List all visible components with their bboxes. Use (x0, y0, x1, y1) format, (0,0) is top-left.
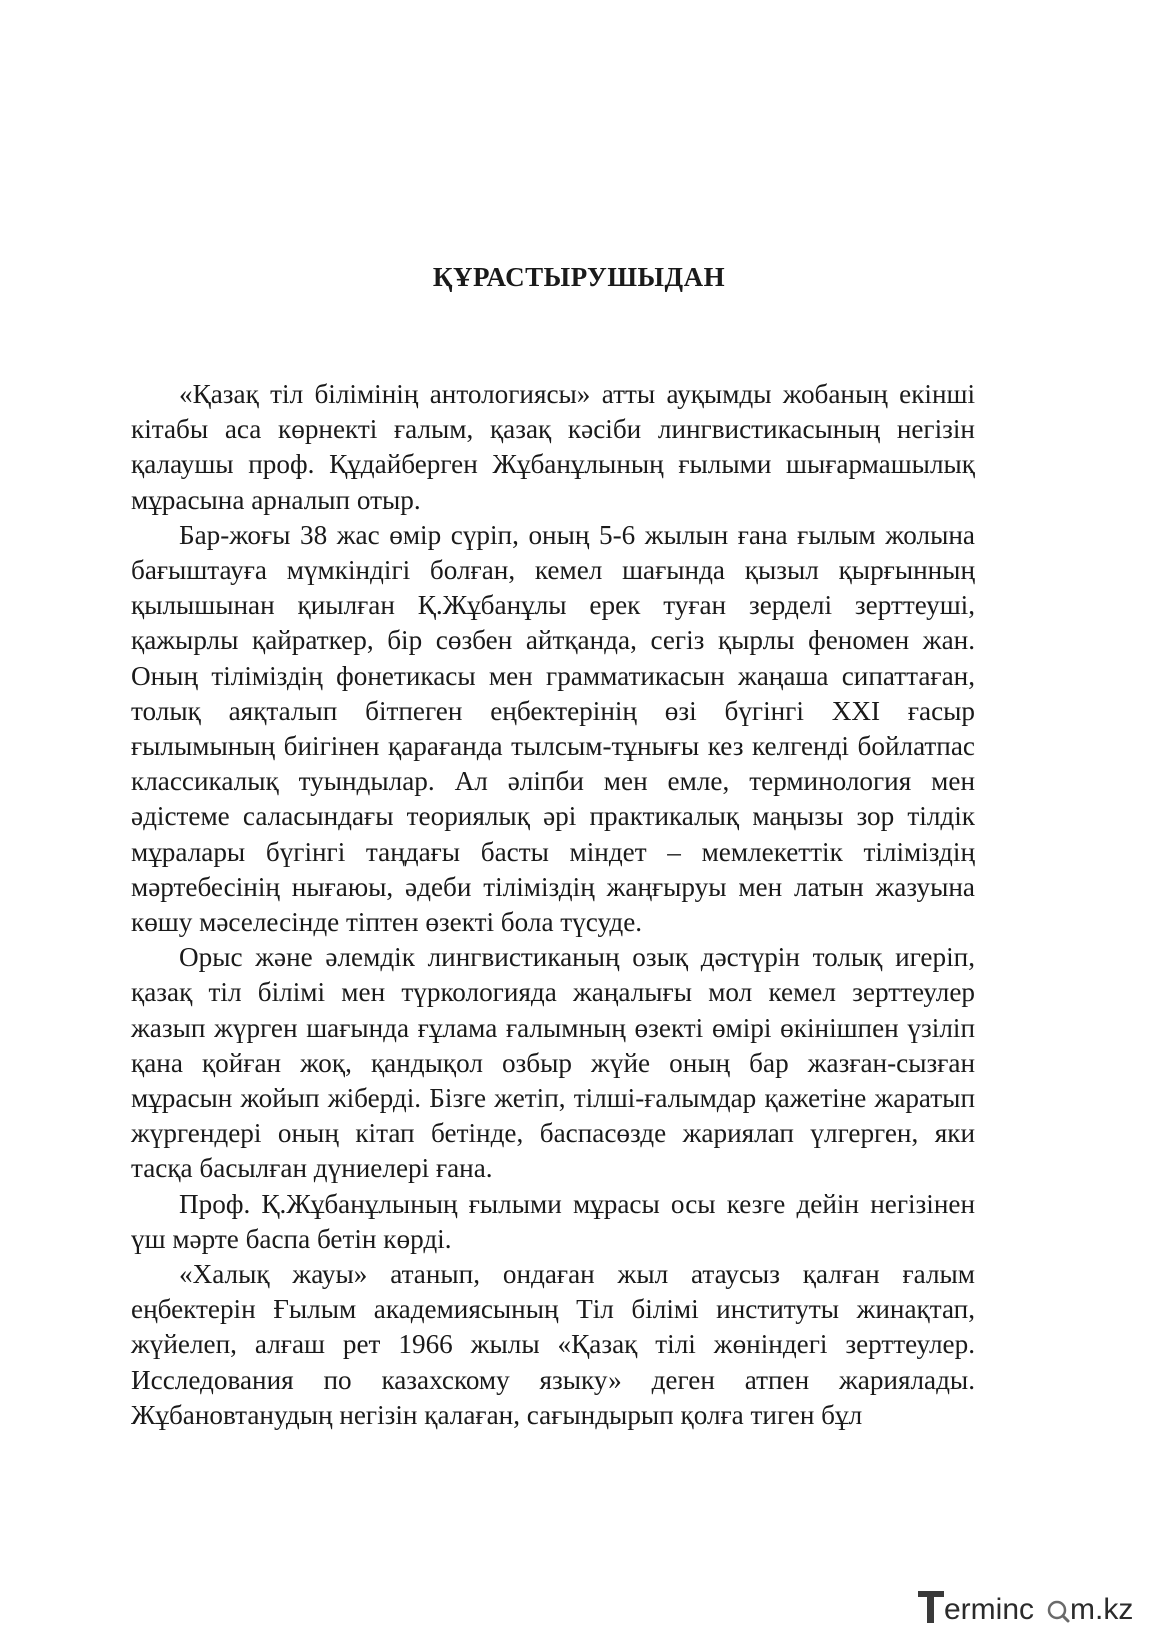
watermark-logo (914, 1583, 1144, 1629)
paragraph-4: Проф. Қ.Жұбанұлының ғылыми мұрасы осы кезге дейін негізінен үш мәрте баспа бетін көрді. (131, 1188, 975, 1254)
watermark-t-mark (918, 1591, 944, 1623)
svg-text:m.kz: m.kz (1070, 1593, 1134, 1626)
paragraph-1: «Қазақ тіл білімінің антологиясы» атты ауқымды жобаның екінші кітабы аса көрнекті ғалым, қазақ кәсіби лингвистикасының негізін қалаушы проф. Құдайберген Жұбанұлының ғылыми шығармашылық мұрасына арналып отыр. (131, 379, 975, 515)
paragraph-2: Бар-жоғы 38 жас өмір сүріп, оның 5-6 жылын ғана ғылым жолына бағыштауға мүмкіндігі болған, кемел шағында қызыл қырғынның қылышынан қиылған Қ.Жұбанұлы ерек туған зерделі зерттеуші, қажырлы қайраткер, бір сөзбен айтқанда, сегіз қырлы феномен жан. Оның тіліміздің фонетикасы мен грамматикасын жаңаша сипаттаған, толық аяқталып бітпеген еңбектерінің өзі бүгінгі XXI ғасыр ғылымының биігінен қарағанда тылсым-тұнығы кез келгенді бойлатпас классикалық туындылар. Ал әліпби мен емле, терминология мен әдістеме саласындағы теориялық әрі практикалық маңызы зор тілдік мұралары бүгінгі таңдағы басты міндет – мемлекеттік тіліміздің мәртебесінің нығаюы, әдеби тіліміздің жаңғыруы мен латын жазуына көшу мәселесінде тіптен өзекті бола түсуде. (131, 519, 975, 938)
watermark-graphic (914, 1583, 1144, 1629)
page-title: ҚҰРАСТЫРУШЫДАН (432, 262, 726, 292)
paragraph-3: Орыс және әлемдік лингвистиканың озық дәстүрін толық игеріп, қазақ тіл білімі мен түркологияда жаңалығы мол кемел зерттеулер жазып жүрген шағында ғұлама ғалымның өзекті өмірі өкінішпен үзіліп қана қойған жоқ, қандықол озбыр жүйе оның бар жазған-сызған мұрасын жойып жіберді. Бізге жетіп, тілші-ғалымдар қажетіне жаратып жүргендері оның кітап бетінде, баспасөзде жариялап үлгерген, яки тасқа басылған дүниелері ғана. (131, 942, 975, 1184)
magnifier-icon (1049, 1602, 1068, 1621)
body-text (131, 377, 975, 1433)
paragraph-5: «Халық жауы» атанып, ондаған жыл атаусыз қалған ғалым еңбектерін Ғылым академиясының Тіл білімі институты жинақтап, жүйелеп, алғаш рет 1966 жылы «Қазақ тілі жөніндегі зерттеулер. Исследования по казахскому языку» деген атпен жариялады. Жұбановтанудың негізін қалаған, сағындырып қолға тиген бұл (131, 1259, 975, 1430)
svg-text:erminc: erminc (944, 1593, 1035, 1626)
